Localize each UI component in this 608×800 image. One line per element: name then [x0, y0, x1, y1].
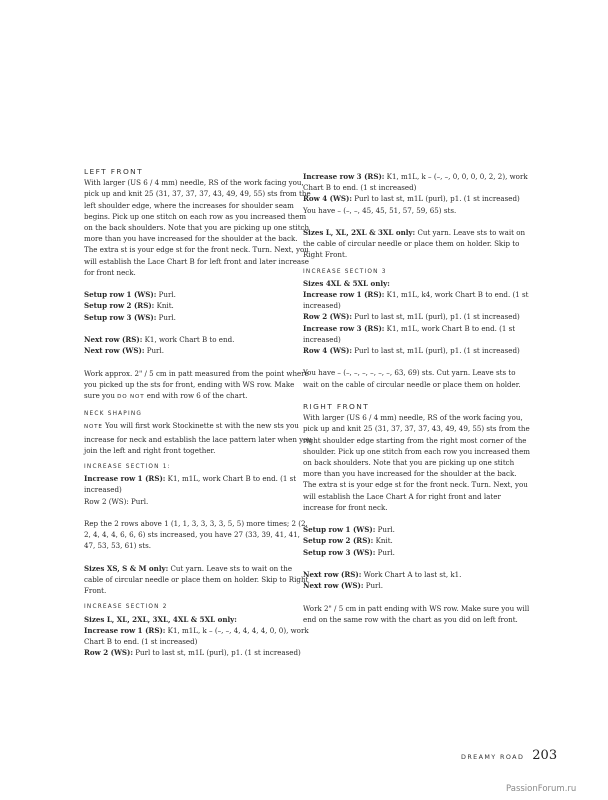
- right-front-intro: With larger (US 6 / 4 mm) needle, RS of the work facing you, pick up and knit 25 (31, 37, 37, 37, 43, 49, 49, 55) sts from the right shoulder edge starting from the right most corner of the shoulder. Pick up one stitch from each row you increased them on back shoulders. Note that you are picking up one stitch more than you have increased for the shoulder at the back. The extra st is your edge st for the front neck. Turn. Next, you will establish the Lace Chart A for right front and later increase for front neck.: [303, 413, 530, 512]
- rf-setup-row-2: Setup row 2 (RS): Knit.: [303, 536, 393, 546]
- inc2-row-3: Increase row 3 (RS): K1, m1L, k – (–, –, 0, 0, 0, 0, 2, 2), work Chart B to end. (1 st increased): [303, 172, 528, 193]
- inc3-sizes: Sizes 4XL & 5XL only:: [303, 278, 390, 288]
- inc2-row-2: Row 2 (WS): Purl to last st, m1L (purl), p1. (1 st increased): [84, 648, 301, 658]
- left-front-heading: LEFT FRONT: [84, 167, 144, 176]
- book-title: DREAMY ROAD: [461, 753, 525, 761]
- inc1-row-2: Row 2 (WS): Purl.: [84, 496, 149, 506]
- right-front-heading: RIGHT FRONT: [303, 402, 370, 412]
- inc2-sizes: Sizes L, XL, 2XL, 3XL, 4XL & 5XL only:: [84, 614, 237, 624]
- work-approx: Work approx. 2" / 5 cm in patt measured from the point where you picked up the sts for front, ending with WS row. Make sure you DO NOT end with row 6 of the chart.: [84, 368, 309, 401]
- stitch-count-1: You have – (–, –, 45, 45, 51, 57, 59, 65) sts.: [303, 205, 457, 215]
- sizes-xs-s-m: Sizes XS, S & M only: Cut yarn. Leave sts to wait on the cable of circular needle or place them on holder. Skip to Right Front.: [84, 563, 309, 596]
- rf-next-row-ws: Next row (WS): Purl.: [303, 581, 383, 591]
- left-column: [84, 166, 312, 658]
- setup-row-2: Setup row 2 (RS): Knit.: [84, 301, 174, 311]
- inc2-row-1: Increase row 1 (RS): K1, m1L, k – (–, –, 4, 4, 4, 4, 0, 0), work Chart B to end. (1 st increased): [84, 625, 309, 647]
- page-footer: [461, 748, 557, 763]
- increase-section-2-heading: INCREASE SECTION 2: [84, 604, 168, 611]
- neck-shaping-heading: NECK SHAPING: [84, 411, 143, 418]
- increase-section-1-heading: INCREASE SECTION 1:: [84, 464, 171, 471]
- page-number: 203: [532, 748, 558, 763]
- rf-setup-row-1: Setup row 1 (WS): Purl.: [303, 525, 395, 535]
- inc3-row-3: Increase row 3 (RS): K1, m1L, work Chart B to end. (1 st increased): [303, 323, 516, 344]
- next-row-rs: Next row (RS): K1, work Chart B to end.: [84, 335, 235, 345]
- setup-row-3: Setup row 3 (WS): Purl.: [84, 312, 176, 322]
- setup-row-1: Setup row 1 (WS): Purl.: [84, 290, 176, 300]
- inc3-row-4: Row 4 (WS): Purl to last st, m1L (purl), p1. (1 st increased): [303, 346, 520, 356]
- watermark: PassionForum.ru: [506, 784, 577, 794]
- increase-section-3-heading: INCREASE SECTION 3: [303, 268, 387, 275]
- right-column: [303, 171, 531, 625]
- inc1-row-1: Increase row 1 (RS): K1, m1L, work Chart B to end. (1 st increased): [84, 474, 297, 495]
- neck-note: NOTE You will first work Stockinette st with the new sts you increase for neck and establish the lace pattern later when you join the left and right front together.: [84, 421, 312, 455]
- rf-work: Work 2" / 5 cm in patt ending with WS row. Make sure you will end on the same row with the chart as you did on left front.: [303, 603, 530, 624]
- stitch-count-2: You have – (–, –, –, –, –, –, 63, 69) sts. Cut yarn. Leave sts to wait on the cable of circular needle or place them on holder.: [303, 368, 521, 389]
- left-front-intro: With larger (US 6 / 4 mm) needle, RS of the work facing you, pick up and knit 25 (31, 37, 37, 37, 43, 49, 49, 55) sts from the left shoulder edge, where the increases for shoulder seam begins. Pick up one stitch on each row as you increased them on the back shoulders. Note that you are picking up one stitch more than you have increased for the shoulder at the back. The extra st is your edge st for the front neck. Turn. Next, you will establish the Lace Chart B for left front and later increase for front neck.: [84, 178, 311, 277]
- inc3-row-1: Increase row 1 (RS): K1, m1L, k4, work Chart B to end. (1 st increased): [303, 290, 529, 311]
- inc3-row-2: Row 2 (WS): Purl to last st, m1L (purl), p1. (1 st increased): [303, 312, 520, 322]
- next-row-ws: Next row (WS): Purl.: [84, 346, 164, 356]
- inc2-row-4: Row 4 (WS): Purl to last st, m1L (purl), p1. (1 st increased): [303, 194, 520, 204]
- sizes-l-3xl: Sizes L, XL, 2XL & 3XL only: Cut yarn. Leave sts to wait on the cable of circular needle or place them on holder. Skip to Right Front.: [303, 228, 526, 260]
- rf-next-row-rs: Next row (RS): Work Chart A to last st, k1.: [303, 570, 462, 580]
- repeat-instructions: Rep the 2 rows above 1 (1, 1, 3, 3, 3, 3, 5, 5) more times; 2 (2, 2, 4, 4, 4, 6, 6, 6) sts increased, you have 27 (33, 39, 41, 41, 47, 53, 53, 61) sts.: [84, 519, 308, 551]
- rf-setup-row-3: Setup row 3 (WS): Purl.: [303, 547, 395, 557]
